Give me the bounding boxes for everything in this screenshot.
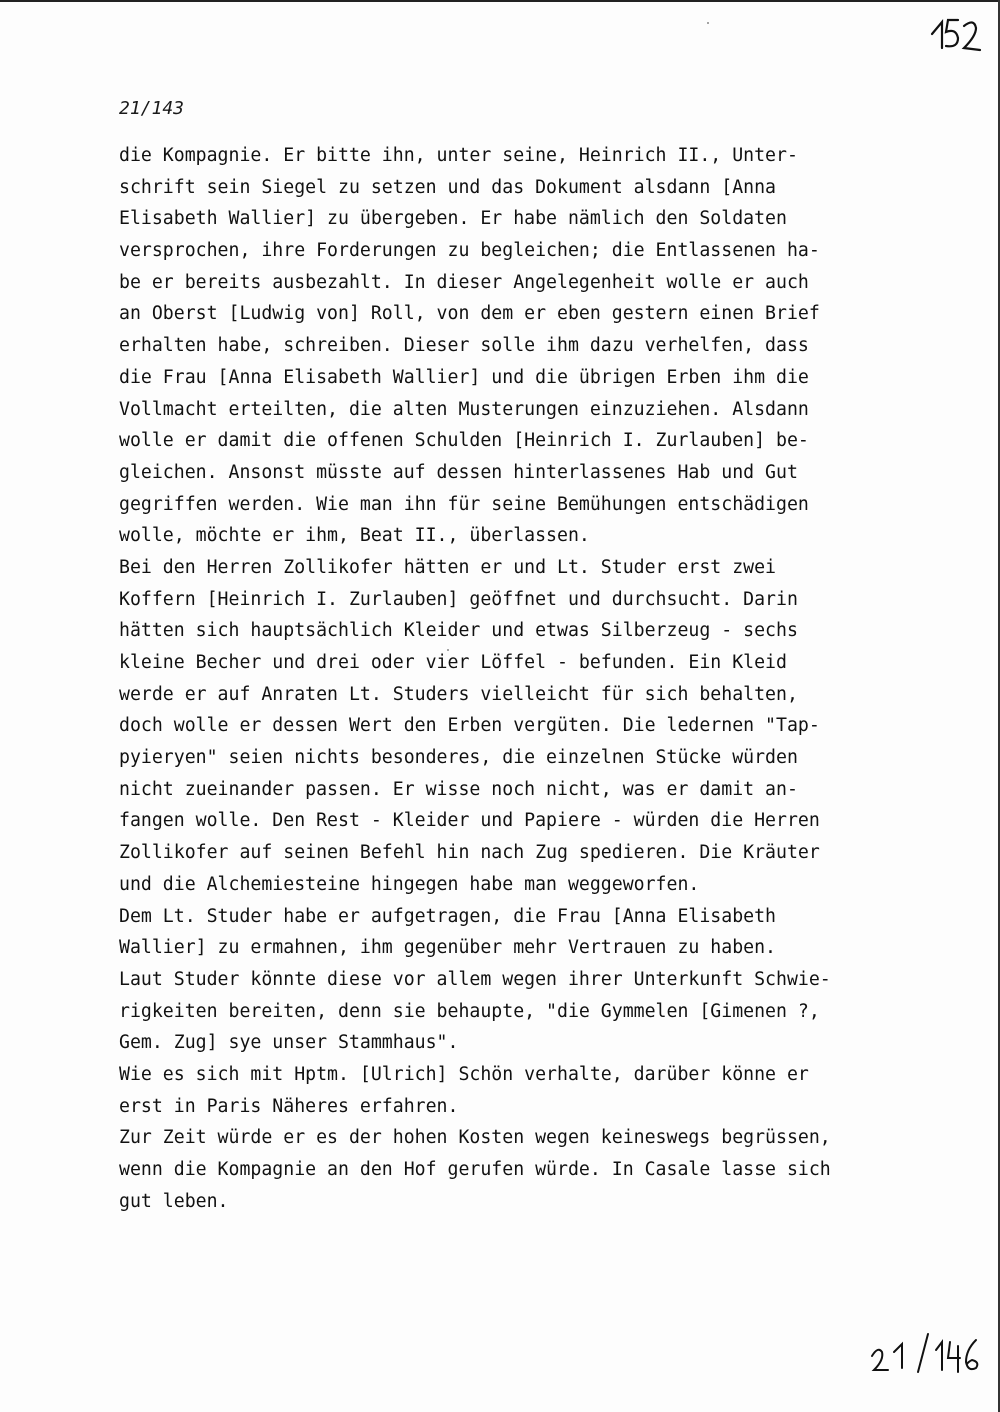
text-line: Laut Studer könnte diese vor allem wegen ihrer Unterkunft Schwie- bbox=[119, 968, 831, 990]
text-line: Dem Lt. Studer habe er aufgetragen, die Frau [Anna Elisabeth bbox=[119, 905, 776, 927]
scan-speck bbox=[447, 649, 449, 651]
text-line: schrift sein Siegel zu setzen und das Dokument alsdann [Anna bbox=[119, 176, 776, 198]
text-line: wenn die Kompagnie an den Hof gerufen würde. In Casale lasse sich bbox=[119, 1159, 831, 1180]
text-line: nicht zueinander passen. Er wisse noch nicht, was er damit an- bbox=[119, 778, 798, 800]
text-line: wolle, möchte er ihm, Beat II., überlassen. bbox=[119, 525, 590, 547]
text-line: Bei den Herren Zollikofer hätten er und Lt. Studer erst zwei bbox=[119, 556, 776, 578]
text-line: Zur Zeit würde er es der hohen Kosten wegen keineswegs begrüssen, bbox=[119, 1127, 831, 1149]
scan-edge-top bbox=[0, 0, 1000, 2]
text-line: versprochen, ihre Forderungen zu begleichen; die Entlassenen ha- bbox=[119, 240, 820, 262]
text-line: Wie es sich mit Hptm. [Ulrich] Schön verhalte, darüber könne er bbox=[119, 1063, 809, 1085]
text-line: und die Alchemiesteine hingegen habe man weggeworfen. bbox=[119, 873, 700, 895]
text-line: die Frau [Anna Elisabeth Wallier] und die übrigen Erben ihm die bbox=[119, 366, 809, 388]
text-line: kleine Becher und drei oder vier Löffel - befunden. Ein Kleid bbox=[119, 652, 787, 673]
text-line: Koffern [Heinrich I. Zurlauben] geöffnet und durchsucht. Darin bbox=[119, 588, 798, 610]
text-line: fangen wolle. Den Rest - Kleider und Papiere - würden die Herren bbox=[119, 810, 820, 832]
text-line: hätten sich hauptsächlich Kleider und etwas Silberzeug - sechs bbox=[119, 620, 798, 642]
text-line: werde er auf Anraten Lt. Studers vielleicht für sich behalten, bbox=[119, 683, 798, 705]
text-line: wolle er damit die offenen Schulden [Heinrich I. Zurlauben] be- bbox=[119, 430, 809, 452]
handwritten-folio-number-bottom bbox=[868, 1328, 986, 1376]
text-line: gleichen. Ansonst müsste auf dessen hinterlassenes Hab und Gut bbox=[119, 461, 798, 483]
text-line: Vollmacht erteilten, die alten Musterungen einzuziehen. Alsdann bbox=[119, 398, 809, 420]
text-line: Elisabeth Wallier] zu übergeben. Er habe nämlich den Soldaten bbox=[119, 208, 787, 230]
text-line: gut leben. bbox=[119, 1190, 229, 1212]
text-line: Wallier] zu ermahnen, ihm gegenüber mehr Vertrauen zu haben. bbox=[119, 937, 776, 959]
reference-number: 21/143 bbox=[119, 98, 185, 119]
letter-summary-text bbox=[119, 140, 919, 1217]
text-line: gegriffen werden. Wie man ihn für seine Bemühungen entschädigen bbox=[119, 493, 809, 515]
text-line: Zollikofer auf seinen Befehl hin nach Zug spedieren. Die Kräuter bbox=[119, 842, 820, 864]
text-line: pyieryen" seien nichts besonderes, die einzelnen Stücke würden bbox=[119, 747, 798, 769]
handwritten-page-number-top bbox=[928, 12, 984, 58]
text-line: die Kompagnie. Er bitte ihn, unter seine, Heinrich II., Unter- bbox=[119, 145, 798, 166]
text-line: an Oberst [Ludwig von] Roll, von dem er eben gestern einen Brief bbox=[119, 303, 820, 325]
text-line: doch wolle er dessen Wert den Erben vergüten. Die ledernen "Tap- bbox=[119, 715, 820, 737]
scan-speck bbox=[707, 22, 709, 24]
text-line: rigkeiten bereiten, denn sie behaupte, "die Gymmelen [Gimenen ?, bbox=[119, 1000, 820, 1022]
text-line: erhalten habe, schreiben. Dieser solle ihm dazu verhelfen, dass bbox=[119, 335, 809, 357]
text-line: be er bereits ausbezahlt. In dieser Angelegenheit wolle er auch bbox=[119, 271, 809, 293]
text-line: erst in Paris Näheres erfahren. bbox=[119, 1095, 459, 1117]
text-line: Gem. Zug] sye unser Stammhaus". bbox=[119, 1032, 459, 1054]
